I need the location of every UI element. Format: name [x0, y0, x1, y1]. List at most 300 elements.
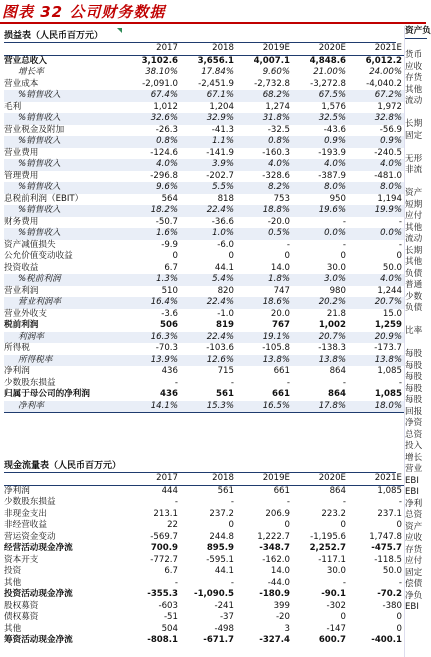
- row-label: 营运资金变动: [4, 531, 56, 542]
- table-row: [4, 228, 404, 240]
- value-cell: 21.8: [326, 308, 346, 319]
- table-row: [4, 389, 404, 401]
- corner-mark-icon: [117, 28, 122, 33]
- row-label: 净利润: [4, 485, 30, 496]
- row-label: 所得税率: [4, 355, 124, 367]
- value-cell: -808.1: [147, 635, 178, 645]
- row-label: 营业税金及附加: [4, 124, 65, 135]
- value-cell: 2,252.7: [309, 543, 346, 553]
- value-cell: 6.7: [164, 262, 178, 273]
- value-cell: 0.9%: [348, 136, 404, 148]
- side-label: 流动: [405, 234, 423, 244]
- value-cell: 14.1%: [124, 401, 180, 413]
- value-cell: 19.1%: [236, 332, 292, 344]
- value-cell: 31.8%: [236, 113, 292, 125]
- value-cell: 3.0%: [292, 274, 348, 286]
- side-label: 其他: [405, 84, 423, 95]
- value-cell: 32.9%: [180, 113, 236, 125]
- value-cell: 0: [228, 520, 234, 530]
- value-cell: 3,102.6: [141, 55, 178, 66]
- table-row: [4, 286, 404, 298]
- value-cell: -355.3: [147, 589, 178, 599]
- header-empty-cell: [4, 473, 124, 485]
- value-cell: -51: [163, 612, 178, 622]
- row-label: 债权募资: [4, 612, 39, 622]
- table-row: [4, 205, 404, 217]
- value-cell: 0: [284, 251, 290, 261]
- year-header: 2017: [124, 43, 180, 55]
- value-cell: -: [398, 497, 402, 507]
- row-label: 净利润: [4, 366, 30, 376]
- row-label: 所得税: [4, 343, 30, 353]
- value-cell: 13.8%: [236, 355, 292, 367]
- value-cell: -37: [219, 612, 234, 622]
- value-cell: 67.4%: [124, 90, 180, 102]
- value-cell: 1,222.7: [257, 531, 290, 542]
- value-cell: 16.3%: [124, 332, 180, 344]
- side-label: 无形: [405, 153, 423, 164]
- side-label: 净负: [405, 590, 423, 601]
- header-empty-cell: [4, 43, 124, 55]
- value-cell: 22: [167, 520, 178, 530]
- row-label: 非现金支出: [4, 508, 47, 519]
- value-cell: 1,085: [377, 366, 402, 376]
- value-cell: 510: [161, 285, 178, 296]
- table-row: [4, 555, 404, 567]
- value-cell: 0.8%: [124, 136, 180, 148]
- value-cell: -: [398, 377, 402, 388]
- year-header: 2018: [180, 43, 236, 55]
- row-label: 管理费用: [4, 170, 39, 181]
- table-row: [4, 55, 404, 67]
- side-label: 应收: [405, 533, 423, 543]
- value-cell: 18.6%: [236, 297, 292, 309]
- row-label: 营业利润率: [4, 297, 124, 309]
- table-row: [4, 113, 404, 125]
- value-cell: 436: [160, 389, 178, 399]
- side-label: 应付: [405, 556, 423, 566]
- value-cell: 4.0%: [236, 159, 292, 171]
- value-cell: -193.9: [318, 147, 346, 158]
- row-label: 少数股东损益: [4, 497, 56, 507]
- row-label: 筹资活动现金净流: [4, 635, 73, 645]
- table-row: [4, 343, 404, 355]
- table-row: [4, 240, 404, 252]
- value-cell: 0.0%: [292, 228, 348, 240]
- row-label: %销售收入: [4, 90, 124, 102]
- value-cell: -: [230, 377, 234, 388]
- value-cell: 15.0: [382, 308, 402, 319]
- right-truncated-column: [404, 26, 431, 657]
- row-label: 增长率: [18, 67, 44, 77]
- value-cell: -20.0: [267, 216, 290, 227]
- row-label: %销售收入: [4, 228, 124, 240]
- side-label: 总资: [405, 510, 423, 520]
- row-label: 财务费用: [4, 216, 39, 227]
- value-cell: 19.6%: [292, 205, 348, 217]
- table-row: [4, 612, 404, 624]
- value-cell: -296.8: [150, 170, 178, 181]
- value-cell: 6,012.2: [365, 55, 402, 66]
- table-row: [4, 309, 404, 321]
- value-cell: 4,848.6: [309, 55, 346, 66]
- row-label: 资本开支: [4, 554, 39, 565]
- side-label: 存货: [405, 544, 423, 555]
- value-cell: 1,747.8: [369, 531, 402, 542]
- row-label: 经营活动现金净流: [4, 543, 73, 553]
- value-cell: -: [286, 497, 290, 507]
- side-label: [405, 177, 427, 189]
- year-header: 2018: [180, 473, 236, 485]
- value-cell: 38.10%: [145, 67, 178, 77]
- table-row: [4, 355, 404, 367]
- side-label: 资产负: [405, 26, 427, 39]
- value-cell: -141.9: [206, 147, 234, 158]
- value-cell: 0: [396, 520, 402, 530]
- value-cell: -3.6: [161, 308, 178, 319]
- side-label: 投入: [405, 441, 423, 451]
- value-cell: -: [342, 577, 346, 588]
- value-cell: -400.1: [371, 635, 402, 645]
- value-cell: -32.5: [267, 124, 290, 135]
- side-label: [405, 108, 427, 120]
- row-label: 税前利润: [4, 320, 39, 330]
- value-cell: 18.8%: [236, 205, 292, 217]
- value-cell: 0: [396, 623, 402, 634]
- value-cell: 4.0%: [292, 159, 348, 171]
- value-cell: 1.3%: [124, 274, 180, 286]
- year-header: 2021E: [348, 43, 404, 55]
- side-label: 流动: [405, 96, 423, 106]
- value-cell: 3,656.1: [197, 55, 234, 66]
- row-label: 息税前利润（EBIT）: [4, 193, 84, 204]
- value-cell: 18.0%: [348, 401, 404, 413]
- row-label: 其他: [4, 623, 22, 634]
- figure-title-bar: [0, 0, 426, 22]
- value-cell: 17.84%: [201, 67, 234, 77]
- value-cell: 20.7%: [292, 332, 348, 344]
- side-label: [405, 39, 427, 51]
- value-cell: -2,091.0: [142, 78, 178, 89]
- value-cell: 68.2%: [236, 90, 292, 102]
- value-cell: -603: [158, 600, 178, 611]
- value-cell: 206.9: [265, 508, 290, 519]
- value-cell: 0.5%: [236, 228, 292, 240]
- table-row: [4, 263, 404, 275]
- value-cell: 20.2%: [292, 297, 348, 309]
- value-cell: 0: [172, 251, 178, 261]
- value-cell: -: [230, 497, 234, 507]
- year-header-row: [4, 43, 404, 55]
- value-cell: -671.7: [203, 635, 234, 645]
- value-cell: -: [286, 239, 290, 250]
- side-label: 固定: [405, 130, 423, 141]
- value-cell: 0: [340, 520, 346, 530]
- value-cell: 21.00%: [313, 67, 346, 77]
- table-row: [4, 332, 404, 344]
- value-cell: -: [174, 577, 178, 588]
- side-label: [405, 338, 427, 350]
- side-label: 资产: [405, 188, 423, 198]
- value-cell: -: [286, 377, 290, 388]
- value-cell: 9.60%: [262, 67, 290, 77]
- value-cell: 561: [217, 485, 234, 496]
- side-label: 应收: [405, 61, 423, 72]
- value-cell: -41.3: [211, 124, 234, 135]
- value-cell: 747: [273, 285, 290, 296]
- table-row: [4, 589, 404, 601]
- table-row: [4, 136, 404, 148]
- side-label: 短期: [405, 199, 423, 210]
- row-label: 营业外收支: [4, 308, 47, 319]
- value-cell: -: [174, 497, 178, 507]
- value-cell: 22.4%: [180, 332, 236, 344]
- value-cell: 1,012: [153, 101, 178, 112]
- value-cell: 564: [161, 193, 178, 204]
- value-cell: -202.7: [206, 170, 234, 181]
- value-cell: 700.9: [150, 543, 178, 553]
- value-cell: 767: [272, 320, 290, 330]
- year-header: 2017: [124, 473, 180, 485]
- row-label: 少数股东损益: [4, 377, 56, 388]
- value-cell: 980: [329, 285, 346, 296]
- value-cell: 0: [228, 251, 234, 261]
- value-cell: 950: [329, 193, 346, 204]
- income-statement-section: [4, 28, 402, 413]
- row-label: 营业费用: [4, 147, 39, 158]
- value-cell: -: [342, 497, 346, 507]
- table-row: [4, 274, 404, 286]
- value-cell: -: [230, 577, 234, 588]
- value-cell: 0: [396, 251, 402, 261]
- value-cell: 715: [217, 366, 234, 376]
- value-cell: 16.4%: [124, 297, 180, 309]
- row-label: 归属于母公司的净利润: [4, 389, 90, 399]
- value-cell: 20.7%: [348, 297, 404, 309]
- value-cell: 5.5%: [180, 182, 236, 194]
- table-row: [4, 320, 404, 332]
- table-row: [4, 366, 404, 378]
- side-label: 长期: [405, 245, 423, 256]
- row-label: %销售收入: [4, 205, 124, 217]
- value-cell: -20: [275, 612, 290, 622]
- value-cell: 8.0%: [348, 182, 404, 194]
- value-cell: -9.9: [161, 239, 178, 250]
- value-cell: -569.7: [150, 531, 178, 542]
- value-cell: 8.2%: [236, 182, 292, 194]
- row-label: 营业成本: [4, 78, 39, 89]
- value-cell: -147: [326, 623, 346, 634]
- value-cell: 237.2: [209, 508, 234, 519]
- value-cell: 1,002: [318, 320, 346, 330]
- value-cell: 1.1%: [180, 136, 236, 148]
- side-label: 存货: [405, 73, 423, 83]
- side-label: 每股: [405, 395, 423, 405]
- value-cell: 436: [161, 366, 178, 376]
- value-cell: 4,007.1: [253, 55, 290, 66]
- table-row: [4, 532, 404, 544]
- value-cell: 1,204: [209, 101, 234, 112]
- value-cell: 444: [161, 485, 178, 496]
- value-cell: 561: [216, 389, 234, 399]
- value-cell: 504: [161, 623, 178, 634]
- value-cell: 32.6%: [124, 113, 180, 125]
- table-row: [4, 624, 404, 636]
- row-label: 毛利: [4, 101, 22, 112]
- value-cell: -70.3: [155, 343, 178, 353]
- value-cell: -1.0: [217, 308, 234, 319]
- value-cell: 506: [160, 320, 178, 330]
- row-label: 投资收益: [4, 262, 39, 273]
- value-cell: 820: [217, 285, 234, 296]
- value-cell: 1,194: [377, 193, 402, 204]
- value-cell: 1,972: [377, 101, 402, 112]
- value-cell: 0: [340, 612, 346, 622]
- value-cell: -173.7: [374, 343, 402, 353]
- value-cell: 32.8%: [348, 113, 404, 125]
- value-cell: 864: [329, 366, 346, 376]
- value-cell: 1,244: [377, 285, 402, 296]
- value-cell: -: [342, 216, 346, 227]
- cashflow-section: [4, 458, 402, 647]
- side-label: 比率: [405, 326, 423, 336]
- value-cell: 50.0: [382, 566, 402, 576]
- value-cell: -302: [326, 600, 346, 611]
- value-cell: 30.0: [326, 566, 346, 576]
- table-row: [4, 635, 404, 647]
- table-row: [4, 90, 404, 102]
- value-cell: 22.4%: [180, 205, 236, 217]
- value-cell: -1,090.5: [194, 589, 234, 599]
- table-row: [4, 378, 404, 390]
- value-cell: 18.2%: [124, 205, 180, 217]
- value-cell: 3: [284, 623, 290, 634]
- side-label: 每股: [405, 360, 423, 371]
- side-label: EBI: [405, 475, 419, 486]
- value-cell: -2,732.8: [254, 78, 290, 89]
- table-row: [4, 509, 404, 521]
- value-cell: -475.7: [371, 543, 402, 553]
- table-row: [4, 102, 404, 114]
- title-divider: [0, 22, 426, 24]
- side-label: 固定: [405, 567, 423, 578]
- value-cell: 0.8%: [236, 136, 292, 148]
- table-row: [4, 217, 404, 229]
- value-cell: 0: [396, 612, 402, 622]
- side-label: 负债: [405, 268, 423, 279]
- table-row: [4, 297, 404, 309]
- value-cell: 864: [328, 389, 346, 399]
- value-cell: -348.7: [259, 543, 290, 553]
- value-cell: 14.0: [270, 262, 290, 273]
- side-label: 应付: [405, 211, 423, 221]
- value-cell: -: [342, 377, 346, 388]
- table-row: [4, 125, 404, 137]
- table-row: [4, 182, 404, 194]
- value-cell: -4,040.2: [366, 78, 402, 89]
- side-label: 偿债: [405, 579, 423, 589]
- side-label: 少数: [405, 291, 423, 302]
- value-cell: 13.8%: [348, 355, 404, 367]
- figure-title: 图表 32 公司财务数据: [2, 3, 166, 21]
- value-cell: -327.4: [259, 635, 290, 645]
- row-label: 投资: [4, 566, 22, 576]
- value-cell: -180.9: [259, 589, 290, 599]
- value-cell: 237.1: [377, 508, 402, 519]
- row-label: %销售收入: [4, 113, 124, 125]
- year-header: 2019E: [236, 473, 292, 485]
- value-cell: 50.0: [382, 262, 402, 273]
- value-cell: 0: [284, 520, 290, 530]
- value-cell: -: [398, 577, 402, 588]
- value-cell: -1,195.6: [310, 531, 346, 542]
- value-cell: 4.0%: [348, 159, 404, 171]
- year-header: 2019E: [236, 43, 292, 55]
- value-cell: 32.5%: [292, 113, 348, 125]
- income-statement-table: [4, 43, 404, 413]
- value-cell: -70.2: [377, 589, 402, 599]
- value-cell: -36.6: [211, 216, 234, 227]
- value-cell: 44.1: [214, 262, 234, 273]
- row-label: 其他: [4, 577, 22, 588]
- row-label: %销售收入: [4, 182, 124, 194]
- table-row: [4, 251, 404, 263]
- value-cell: 213.1: [153, 508, 178, 519]
- row-label: 资产减值损失: [4, 239, 56, 250]
- value-cell: 20.9%: [348, 332, 404, 344]
- value-cell: 399: [273, 600, 290, 611]
- year-header: 2020E: [292, 473, 348, 485]
- value-cell: 13.8%: [292, 355, 348, 367]
- value-cell: 15.3%: [180, 401, 236, 413]
- value-cell: 8.0%: [292, 182, 348, 194]
- value-cell: 9.6%: [124, 182, 180, 194]
- side-label: 每股: [405, 372, 423, 382]
- value-cell: 22.4%: [180, 297, 236, 309]
- value-cell: 4.0%: [124, 159, 180, 171]
- side-label: 非流: [405, 165, 423, 175]
- table-row: [4, 79, 404, 91]
- value-cell: 1.0%: [180, 228, 236, 240]
- value-cell: 24.00%: [369, 67, 402, 77]
- side-label: [405, 315, 427, 327]
- side-label: 货币: [405, 50, 423, 60]
- value-cell: -328.6: [262, 170, 290, 181]
- side-label: 净资: [405, 418, 423, 428]
- table-row: [4, 601, 404, 613]
- table-row: [4, 194, 404, 206]
- value-cell: -: [398, 216, 402, 227]
- value-cell: -: [174, 377, 178, 388]
- value-cell: -26.3: [155, 124, 178, 135]
- value-cell: 67.1%: [180, 90, 236, 102]
- table-row: [4, 171, 404, 183]
- value-cell: -103.6: [206, 343, 234, 353]
- table-row: [4, 159, 404, 171]
- side-label: 增长: [405, 452, 423, 463]
- year-header: 2021E: [348, 473, 404, 485]
- value-cell: -380: [382, 600, 402, 611]
- table-row: [4, 497, 404, 509]
- value-cell: 0.0%: [348, 228, 404, 240]
- cashflow-table: [4, 473, 404, 647]
- value-cell: -481.0: [374, 170, 402, 181]
- value-cell: -44.0: [267, 577, 290, 588]
- table-row: [4, 148, 404, 160]
- value-cell: -56.9: [379, 124, 402, 135]
- value-cell: -138.3: [318, 343, 346, 353]
- side-label: 其他: [405, 222, 423, 233]
